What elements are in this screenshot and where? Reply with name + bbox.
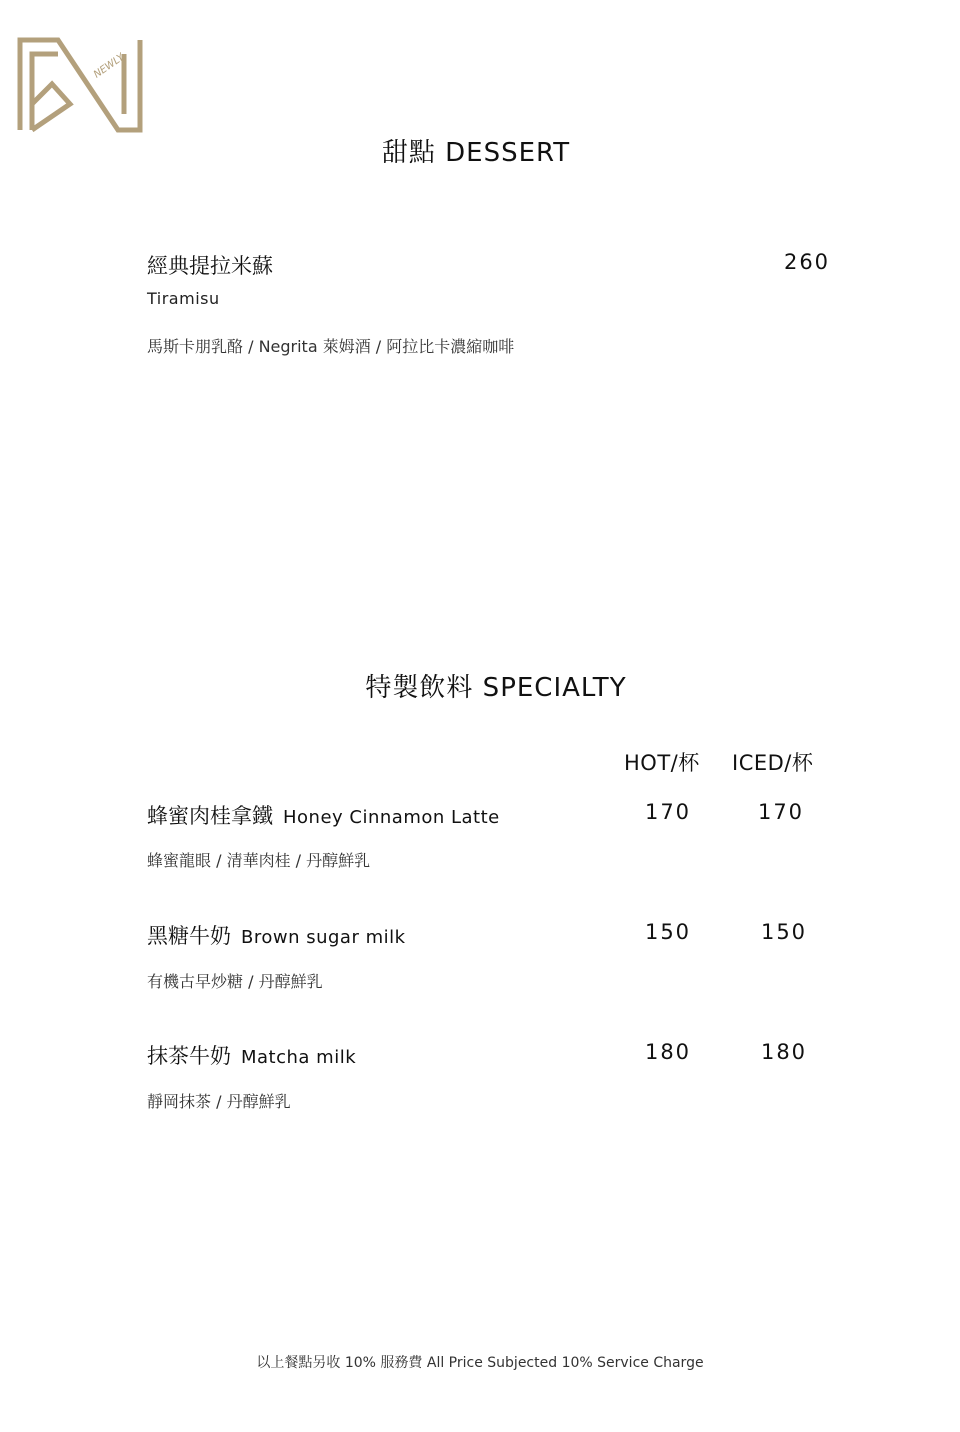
dessert-section-title: 甜點 DESSERT [381,138,571,168]
dessert-item-name-en: Tiramisu [147,289,220,308]
newly-logo [14,34,146,134]
service-charge-note: 以上餐點另收 10% 服務費 All Price Subjected 10% Service Charge [256,1355,704,1371]
logo-text: NEWLY [91,51,127,81]
specialty-item-desc: 靜岡抹茶 / 丹醇鮮乳 [147,1092,291,1111]
specialty-item-price-iced: 170 [757,800,805,824]
specialty-item-name [147,1040,356,1070]
specialty-item-price-hot: 150 [644,920,692,944]
specialty-item-name-en: Brown sugar milk [241,927,406,948]
specialty-item-name-zh: 黑糖牛奶 [147,924,231,948]
col-header-iced: ICED/杯 [732,751,814,775]
specialty-item-price-iced: 150 [760,920,808,944]
dessert-item-desc: 馬斯卡朋乳酪 / Negrita 萊姆酒 / 阿拉比卡濃縮咖啡 [147,337,515,356]
specialty-item-price-hot: 170 [644,800,692,824]
specialty-item-name-en: Matcha milk [241,1047,357,1068]
specialty-item-name-zh: 抹茶牛奶 [147,1044,231,1068]
dessert-item-name-zh: 經典提拉米蘇 [147,254,273,278]
specialty-item-name-zh: 蜂蜜肉桂拿鐵 [147,804,273,828]
specialty-item-name [147,800,500,830]
specialty-item-price-iced: 180 [760,1040,808,1064]
dessert-item-price: 260 [783,250,831,274]
specialty-item-name-en: Honey Cinnamon Latte [283,807,500,828]
specialty-item-price-hot: 180 [644,1040,692,1064]
specialty-item-desc: 蜂蜜龍眼 / 清華肉桂 / 丹醇鮮乳 [147,851,371,870]
specialty-item-name [147,920,406,950]
specialty-section-title: 特製飲料 SPECIALTY [365,673,627,703]
specialty-item-desc: 有機古早炒糖 / 丹醇鮮乳 [147,972,323,991]
col-header-hot: HOT/杯 [624,751,700,775]
